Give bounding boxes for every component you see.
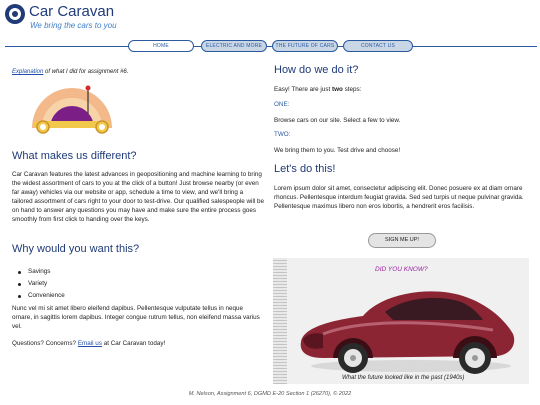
steps-intro-suffix: steps: [342, 86, 362, 93]
photo-caption: What the future looked like in the past (1940s) [342, 375, 465, 381]
step-one-text: Browse cars on our site. Select a few to view. [274, 117, 401, 124]
list-item: Variety [18, 278, 65, 290]
nav-future-of-cars[interactable]: THE FUTURE OF CARS [272, 40, 338, 52]
paragraph-lorem-right: Lorem ipsum dolor sit amet, consectetur adipiscing elit. Donec posuere ex at diam ornare rhoncus. Pellentesque interdum feugiat gravida. Sed sed turpis ut neque pulvinar gravida. Pellentesque maximus libero non eros lobortis, a hendrerit eros facilisis. [274, 185, 524, 210]
nav-divider [5, 46, 537, 47]
photo-title: DID YOU KNOW? [375, 266, 428, 273]
explanation-line [12, 69, 128, 75]
logo-icon[interactable] [5, 4, 25, 24]
nav-contact-us[interactable]: CONTACT US [343, 40, 413, 52]
step-two-text: We bring them to you. Test drive and choose! [274, 147, 401, 154]
list-item: Convenience [18, 290, 65, 302]
site-tagline: We bring the cars to you [30, 21, 117, 30]
nav-home[interactable]: HOME [128, 40, 194, 52]
sign-up-button[interactable]: SIGN ME UP! [368, 233, 436, 248]
heading-lets-do-this: Let's do this! [274, 163, 336, 175]
heading-what-makes-us-different: What makes us different? [12, 150, 137, 162]
site-title[interactable]: Car Caravan [29, 3, 115, 20]
step-one-label: ONE: [274, 101, 290, 108]
list-item: Savings [18, 266, 65, 278]
questions-text: Questions? Concerns? [12, 340, 78, 347]
paragraph-lorem-left: Nunc vel mi sit amet libero eleifend dapibus. Pellentesque vulputate tellus in neque ornare, in sagittis lorem dapibus. Integer congue rutrum tellus, non eleifend massa varius vel. [12, 305, 260, 330]
nav-electric-and-more[interactable]: ELECTRIC AND MORE [201, 40, 267, 52]
benefits-list [18, 266, 65, 302]
heading-how-do-we-do-it: How do we do it? [274, 64, 359, 76]
email-us-link[interactable]: Email us [77, 340, 102, 347]
explanation-text: of what I did for assignment #6. [43, 69, 129, 75]
explanation-link[interactable]: Explanation [12, 69, 44, 75]
step-two-label: TWO: [274, 131, 291, 138]
paragraph-what-makes-us-different: Car Caravan features the latest advances in geopositioning and machine learning to bring the widest assortment of cars to you at the click of a button! Just browse nearby (or even far away) vehicles via our website or app, schedule a time to view, and we'll bring a tailored assortment of cars right to your door to test-drive. Our qualified salespeople will be on hand to answer any questions you may have and make sure the entire process goes smoothly from first click to handing over the keys. [12, 171, 264, 223]
steps-intro [274, 86, 361, 95]
heading-why-want-this: Why would you want this? [12, 243, 140, 255]
site-header [0, 0, 540, 40]
steps-intro-bold: two [331, 86, 343, 93]
footer-credits: M. Nelson, Assignment 6, DGMD E-20 Section 1 (26270), © 2022 [188, 391, 352, 397]
car-illustration [293, 272, 523, 376]
retro-car-image [273, 258, 529, 384]
speedometer-illustration [28, 84, 116, 136]
steps-intro-text: Easy! There are just [274, 86, 332, 93]
questions-suffix: at Car Caravan today! [101, 340, 166, 347]
questions-line [12, 340, 264, 349]
film-strip-decoration [273, 258, 287, 384]
